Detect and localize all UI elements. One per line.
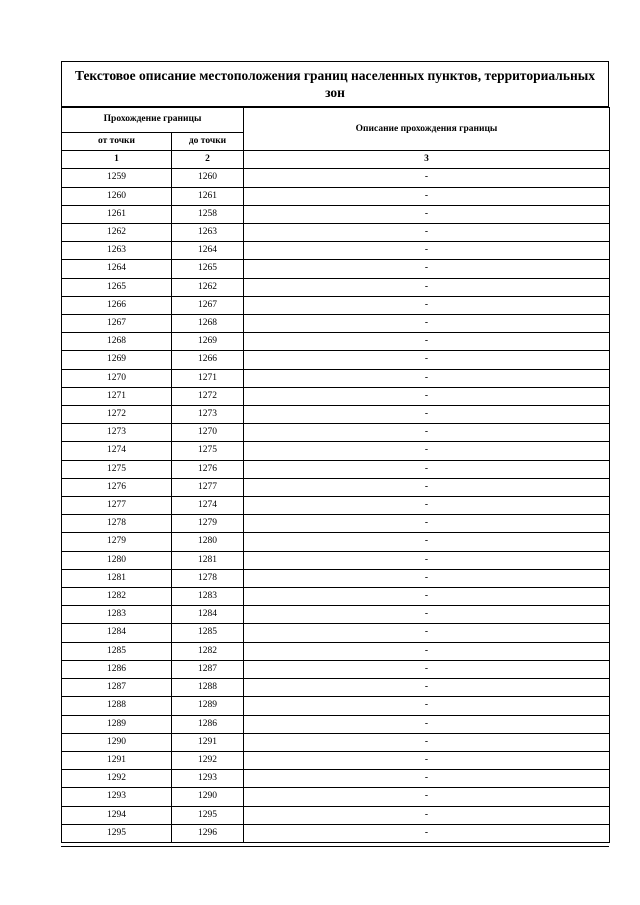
table-row bbox=[62, 387, 610, 405]
cell-description: - bbox=[244, 770, 610, 788]
cell-to-point: 1284 bbox=[172, 606, 244, 624]
cell-description: - bbox=[244, 424, 610, 442]
table-row bbox=[62, 715, 610, 733]
cell-from-point: 1281 bbox=[62, 569, 172, 587]
cell-description: - bbox=[244, 569, 610, 587]
cell-to-point: 1292 bbox=[172, 751, 244, 769]
cell-from-point: 1269 bbox=[62, 351, 172, 369]
table-row bbox=[62, 606, 610, 624]
table-row bbox=[62, 788, 610, 806]
cell-to-point: 1276 bbox=[172, 460, 244, 478]
cell-from-point: 1293 bbox=[62, 788, 172, 806]
cell-from-point: 1274 bbox=[62, 442, 172, 460]
cell-to-point: 1274 bbox=[172, 497, 244, 515]
cell-to-point: 1296 bbox=[172, 824, 244, 842]
cell-description: - bbox=[244, 733, 610, 751]
cell-to-point: 1283 bbox=[172, 588, 244, 606]
cell-to-point: 1287 bbox=[172, 660, 244, 678]
table-row bbox=[62, 260, 610, 278]
table-row bbox=[62, 224, 610, 242]
table-row bbox=[62, 187, 610, 205]
cell-description: - bbox=[244, 205, 610, 223]
cell-to-point: 1269 bbox=[172, 333, 244, 351]
cell-from-point: 1286 bbox=[62, 660, 172, 678]
cell-description: - bbox=[244, 806, 610, 824]
cell-to-point: 1290 bbox=[172, 788, 244, 806]
cell-to-point: 1277 bbox=[172, 478, 244, 496]
header-passage: Прохождение границы bbox=[62, 108, 244, 133]
table-row bbox=[62, 660, 610, 678]
table-row bbox=[62, 679, 610, 697]
cell-description: - bbox=[244, 751, 610, 769]
table-row bbox=[62, 751, 610, 769]
table-row bbox=[62, 406, 610, 424]
cell-to-point: 1265 bbox=[172, 260, 244, 278]
cell-to-point: 1258 bbox=[172, 205, 244, 223]
table-row bbox=[62, 697, 610, 715]
cell-description: - bbox=[244, 824, 610, 842]
cell-description: - bbox=[244, 260, 610, 278]
cell-description: - bbox=[244, 715, 610, 733]
cell-from-point: 1270 bbox=[62, 369, 172, 387]
table-row bbox=[62, 315, 610, 333]
cell-description: - bbox=[244, 788, 610, 806]
cell-to-point: 1264 bbox=[172, 242, 244, 260]
cell-to-point: 1266 bbox=[172, 351, 244, 369]
cell-description: - bbox=[244, 624, 610, 642]
cell-from-point: 1288 bbox=[62, 697, 172, 715]
table-body bbox=[62, 169, 610, 843]
document-title: Текстовое описание местоположения границ населенных пунктов, территориальных зон bbox=[61, 61, 609, 107]
table-row bbox=[62, 806, 610, 824]
table-row bbox=[62, 169, 610, 187]
cell-description: - bbox=[244, 478, 610, 496]
cell-from-point: 1280 bbox=[62, 551, 172, 569]
cell-from-point: 1279 bbox=[62, 533, 172, 551]
cell-from-point: 1292 bbox=[62, 770, 172, 788]
table-row bbox=[62, 278, 610, 296]
cell-from-point: 1290 bbox=[62, 733, 172, 751]
table-row bbox=[62, 369, 610, 387]
cell-description: - bbox=[244, 224, 610, 242]
cell-description: - bbox=[244, 296, 610, 314]
cell-from-point: 1263 bbox=[62, 242, 172, 260]
cell-to-point: 1295 bbox=[172, 806, 244, 824]
cell-from-point: 1273 bbox=[62, 424, 172, 442]
cell-to-point: 1271 bbox=[172, 369, 244, 387]
table-row bbox=[62, 205, 610, 223]
cell-from-point: 1261 bbox=[62, 205, 172, 223]
table-row bbox=[62, 351, 610, 369]
cell-to-point: 1260 bbox=[172, 169, 244, 187]
cell-from-point: 1284 bbox=[62, 624, 172, 642]
cell-from-point: 1275 bbox=[62, 460, 172, 478]
table-row bbox=[62, 424, 610, 442]
cell-description: - bbox=[244, 460, 610, 478]
table-row bbox=[62, 624, 610, 642]
table-row bbox=[62, 515, 610, 533]
cell-description: - bbox=[244, 606, 610, 624]
cell-from-point: 1268 bbox=[62, 333, 172, 351]
cell-to-point: 1275 bbox=[172, 442, 244, 460]
cell-from-point: 1283 bbox=[62, 606, 172, 624]
table-row bbox=[62, 242, 610, 260]
table-row bbox=[62, 333, 610, 351]
table-row bbox=[62, 733, 610, 751]
cell-to-point: 1280 bbox=[172, 533, 244, 551]
header-col-2: 2 bbox=[172, 151, 244, 169]
table-row bbox=[62, 824, 610, 842]
cell-to-point: 1291 bbox=[172, 733, 244, 751]
cell-description: - bbox=[244, 242, 610, 260]
bottom-rule bbox=[61, 846, 609, 847]
cell-description: - bbox=[244, 642, 610, 660]
cell-from-point: 1262 bbox=[62, 224, 172, 242]
cell-to-point: 1270 bbox=[172, 424, 244, 442]
cell-to-point: 1288 bbox=[172, 679, 244, 697]
cell-from-point: 1276 bbox=[62, 478, 172, 496]
table-row bbox=[62, 569, 610, 587]
table-row bbox=[62, 460, 610, 478]
cell-to-point: 1272 bbox=[172, 387, 244, 405]
table-row bbox=[62, 478, 610, 496]
cell-description: - bbox=[244, 169, 610, 187]
cell-description: - bbox=[244, 333, 610, 351]
cell-description: - bbox=[244, 679, 610, 697]
table-row bbox=[62, 588, 610, 606]
cell-description: - bbox=[244, 515, 610, 533]
cell-description: - bbox=[244, 660, 610, 678]
cell-from-point: 1259 bbox=[62, 169, 172, 187]
table-row bbox=[62, 770, 610, 788]
cell-from-point: 1289 bbox=[62, 715, 172, 733]
cell-to-point: 1273 bbox=[172, 406, 244, 424]
cell-from-point: 1294 bbox=[62, 806, 172, 824]
table-row bbox=[62, 296, 610, 314]
cell-from-point: 1264 bbox=[62, 260, 172, 278]
table-row bbox=[62, 533, 610, 551]
table-row bbox=[62, 642, 610, 660]
boundary-table bbox=[61, 107, 610, 843]
cell-to-point: 1293 bbox=[172, 770, 244, 788]
cell-description: - bbox=[244, 497, 610, 515]
cell-from-point: 1277 bbox=[62, 497, 172, 515]
table-row bbox=[62, 442, 610, 460]
header-to: до точки bbox=[172, 133, 244, 151]
cell-to-point: 1262 bbox=[172, 278, 244, 296]
cell-description: - bbox=[244, 278, 610, 296]
cell-description: - bbox=[244, 315, 610, 333]
cell-to-point: 1289 bbox=[172, 697, 244, 715]
cell-to-point: 1279 bbox=[172, 515, 244, 533]
cell-to-point: 1286 bbox=[172, 715, 244, 733]
cell-from-point: 1266 bbox=[62, 296, 172, 314]
cell-to-point: 1285 bbox=[172, 624, 244, 642]
header-col-3: 3 bbox=[244, 151, 610, 169]
cell-to-point: 1282 bbox=[172, 642, 244, 660]
cell-description: - bbox=[244, 697, 610, 715]
cell-to-point: 1278 bbox=[172, 569, 244, 587]
table-row bbox=[62, 551, 610, 569]
cell-description: - bbox=[244, 442, 610, 460]
cell-from-point: 1271 bbox=[62, 387, 172, 405]
cell-description: - bbox=[244, 387, 610, 405]
cell-description: - bbox=[244, 588, 610, 606]
cell-from-point: 1265 bbox=[62, 278, 172, 296]
cell-to-point: 1263 bbox=[172, 224, 244, 242]
cell-to-point: 1268 bbox=[172, 315, 244, 333]
header-from: от точки bbox=[62, 133, 172, 151]
cell-to-point: 1281 bbox=[172, 551, 244, 569]
cell-from-point: 1282 bbox=[62, 588, 172, 606]
cell-description: - bbox=[244, 351, 610, 369]
cell-from-point: 1285 bbox=[62, 642, 172, 660]
cell-description: - bbox=[244, 551, 610, 569]
header-description: Описание прохождения границы bbox=[244, 108, 610, 151]
cell-from-point: 1278 bbox=[62, 515, 172, 533]
cell-from-point: 1287 bbox=[62, 679, 172, 697]
header-col-1: 1 bbox=[62, 151, 172, 169]
cell-description: - bbox=[244, 187, 610, 205]
cell-description: - bbox=[244, 406, 610, 424]
cell-description: - bbox=[244, 533, 610, 551]
document-page bbox=[61, 61, 609, 847]
table-row bbox=[62, 497, 610, 515]
cell-from-point: 1291 bbox=[62, 751, 172, 769]
cell-from-point: 1260 bbox=[62, 187, 172, 205]
cell-from-point: 1272 bbox=[62, 406, 172, 424]
cell-to-point: 1267 bbox=[172, 296, 244, 314]
cell-from-point: 1295 bbox=[62, 824, 172, 842]
cell-from-point: 1267 bbox=[62, 315, 172, 333]
cell-to-point: 1261 bbox=[172, 187, 244, 205]
cell-description: - bbox=[244, 369, 610, 387]
